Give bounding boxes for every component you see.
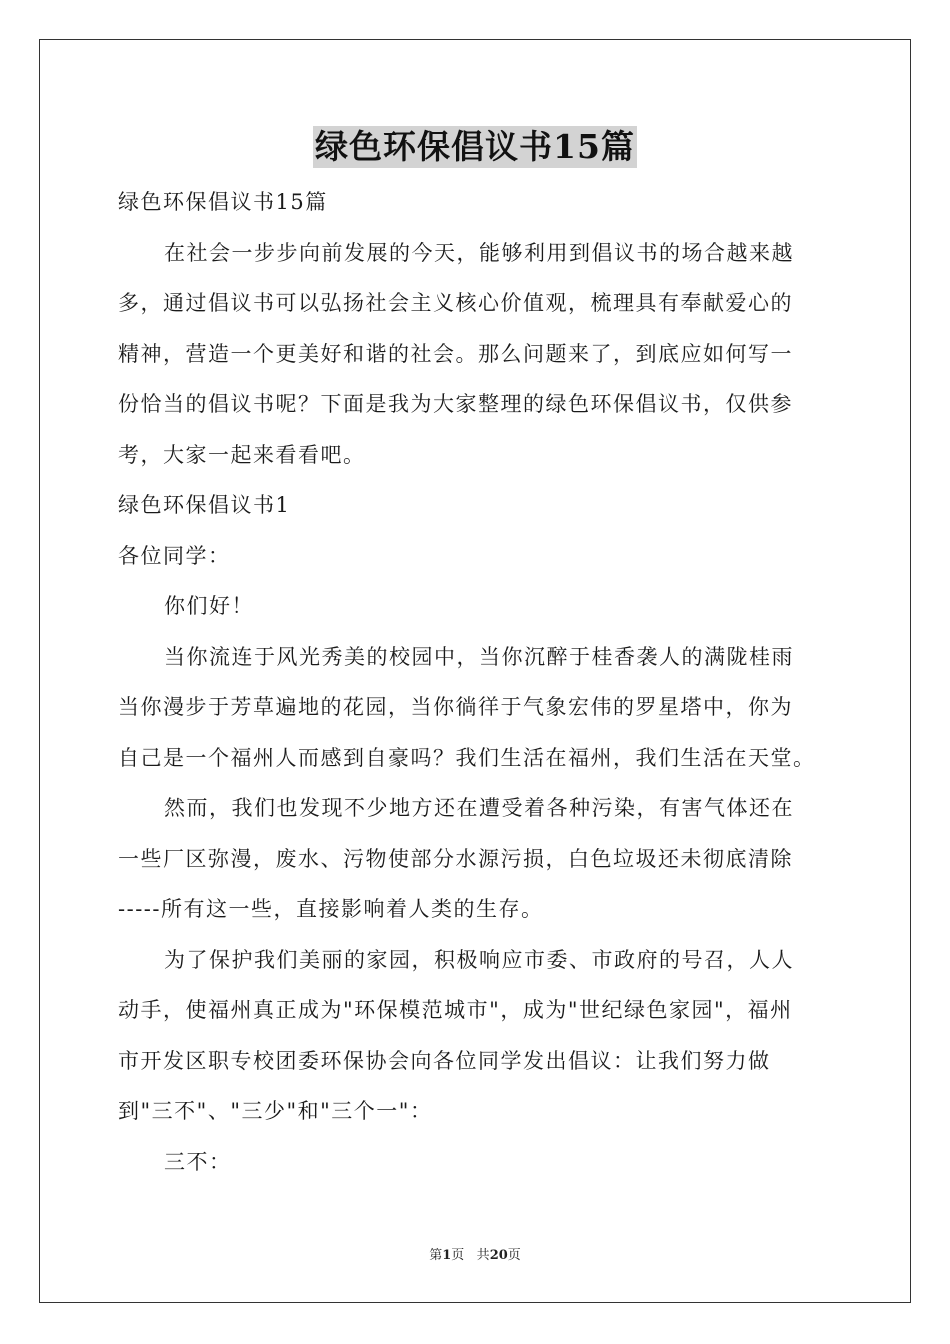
text-line: 绿色环保倡议书15篇: [118, 190, 328, 214]
text-line: 在社会一步步向前发展的今天，能够利用到倡议书的场合越来越: [164, 240, 794, 265]
text-line: 为了保护我们美丽的家园，积极响应市委、市政府的号召，人人: [164, 947, 794, 972]
document-body: [118, 177, 838, 1187]
text-line: 到"三不"、"三少"和"三个一"：: [118, 1099, 433, 1123]
footer-page-prefix: 第: [429, 1248, 443, 1263]
text-line: 多，通过倡议书可以弘扬社会主义核心价值观，梳理具有奉献爱心的: [118, 291, 793, 315]
text-line: 然而，我们也发现不少地方还在遭受着各种污染，有害气体还在: [164, 796, 794, 820]
footer-page-number: 1: [442, 1248, 452, 1263]
page-footer: [0, 1247, 950, 1265]
text-line: 绿色环保倡议书1: [118, 493, 291, 517]
text-line: -----所有这一些，直接影响着人类的生存。: [118, 897, 544, 921]
text-line: 你们好！: [164, 594, 254, 618]
title-container: [0, 126, 950, 168]
text-line: 三不：: [164, 1149, 232, 1174]
footer-total-suffix: 页: [507, 1248, 521, 1263]
footer-total-pages: 20: [489, 1248, 508, 1263]
text-line: 自己是一个福州人而感到自豪吗？我们生活在福州，我们生活在天堂。: [118, 745, 816, 770]
text-line: 各位同学：: [118, 543, 231, 568]
text-line: 考，大家一起来看看吧。: [118, 442, 366, 467]
footer-page-suffix: 页: [451, 1248, 465, 1263]
text-line: 当你漫步于芳草遍地的花园，当你徜徉于气象宏伟的罗星塔中，你为: [118, 695, 793, 719]
footer-total-prefix: 共: [476, 1248, 490, 1263]
text-line: 市开发区职专校团委环保协会向各位同学发出倡议：让我们努力做: [118, 1048, 771, 1073]
text-line: 动手，使福州真正成为"环保模范城市"，成为"世纪绿色家园"，福州: [118, 998, 793, 1022]
text-line: 一些厂区弥漫，废水、污物使部分水源污损，白色垃圾还未彻底清除: [118, 846, 793, 871]
text-line: 当你流连于风光秀美的校园中，当你沉醉于桂香袭人的满陇桂雨: [164, 644, 794, 669]
text-line: 份恰当的倡议书呢？下面是我为大家整理的绿色环保倡议书，仅供参: [118, 392, 793, 416]
text-line: 精神，营造一个更美好和谐的社会。那么问题来了，到底应如何写一: [118, 341, 793, 366]
document-title: 绿色环保倡议书15篇: [315, 127, 635, 166]
